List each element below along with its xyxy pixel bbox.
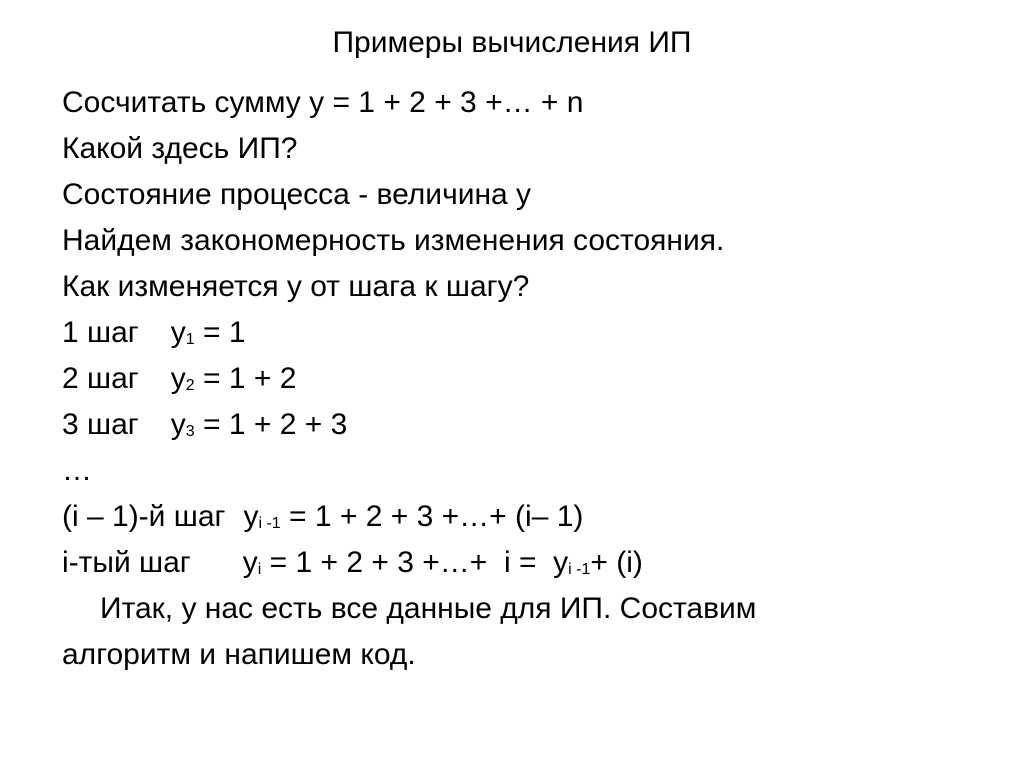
step-3-line <box>62 402 1002 448</box>
step-2-subscript: 2 <box>185 377 195 394</box>
step-1-var: y <box>170 316 186 349</box>
step-2-expr: = 1 + 2 <box>194 362 297 395</box>
text-line-pattern: Найдем закономерность изменения состояния. <box>62 224 725 257</box>
text-line-sum: Сосчитать сумму у = 1 + 2 + 3 +… + n <box>62 86 584 119</box>
step-3-var: y <box>170 408 186 441</box>
step-i-subscript2: i -1 <box>568 561 591 578</box>
text-line-state: Состояние процесса - величина у <box>62 178 532 211</box>
step-1-label: 1 шаг <box>62 316 139 349</box>
step-3-label: 3 шаг <box>62 408 139 441</box>
step-3-expr: = 1 + 2 + 3 <box>194 408 348 441</box>
step-i-subscript: i <box>257 561 262 578</box>
step-2-line <box>62 356 1002 402</box>
step-i-var2: y <box>553 546 569 579</box>
step-1-line <box>62 310 1002 356</box>
step-1-subscript: 1 <box>185 331 195 348</box>
text-line-change: Как изменяется у от шага к шагу? <box>62 270 530 303</box>
step-i-minus-1-line <box>62 494 1002 540</box>
step-i-minus-1-expr: = 1 + 2 + 3 +…+ (i– 1) <box>280 500 584 533</box>
step-2-label: 2 шаг <box>62 362 139 395</box>
step-i-expr: = 1 + 2 + 3 +…+ i = <box>261 546 554 579</box>
ellipsis-line: … <box>62 454 92 487</box>
text-line-question: Какой здесь ИП? <box>62 132 298 165</box>
conclusion-line-1: Итак, у нас есть все данные для ИП. Составим <box>100 592 757 625</box>
step-i-line <box>62 540 1002 586</box>
step-i-minus-1-var: y <box>243 500 259 533</box>
step-i-var: y <box>242 546 258 579</box>
step-2-var: y <box>170 362 186 395</box>
step-1-expr: = 1 <box>194 316 246 349</box>
step-i-label: i-тый шаг <box>62 546 191 579</box>
slide-body <box>62 80 1002 678</box>
step-i-minus-1-label: (i – 1)-й шаг <box>62 500 226 533</box>
step-i-minus-1-subscript: i -1 <box>258 515 281 532</box>
slide-title: Примеры вычисления ИП <box>332 26 692 59</box>
step-i-tail: + (i) <box>590 546 643 579</box>
step-3-subscript: 3 <box>185 423 195 440</box>
conclusion-line-2: алгоритм и напишем код. <box>62 638 416 671</box>
